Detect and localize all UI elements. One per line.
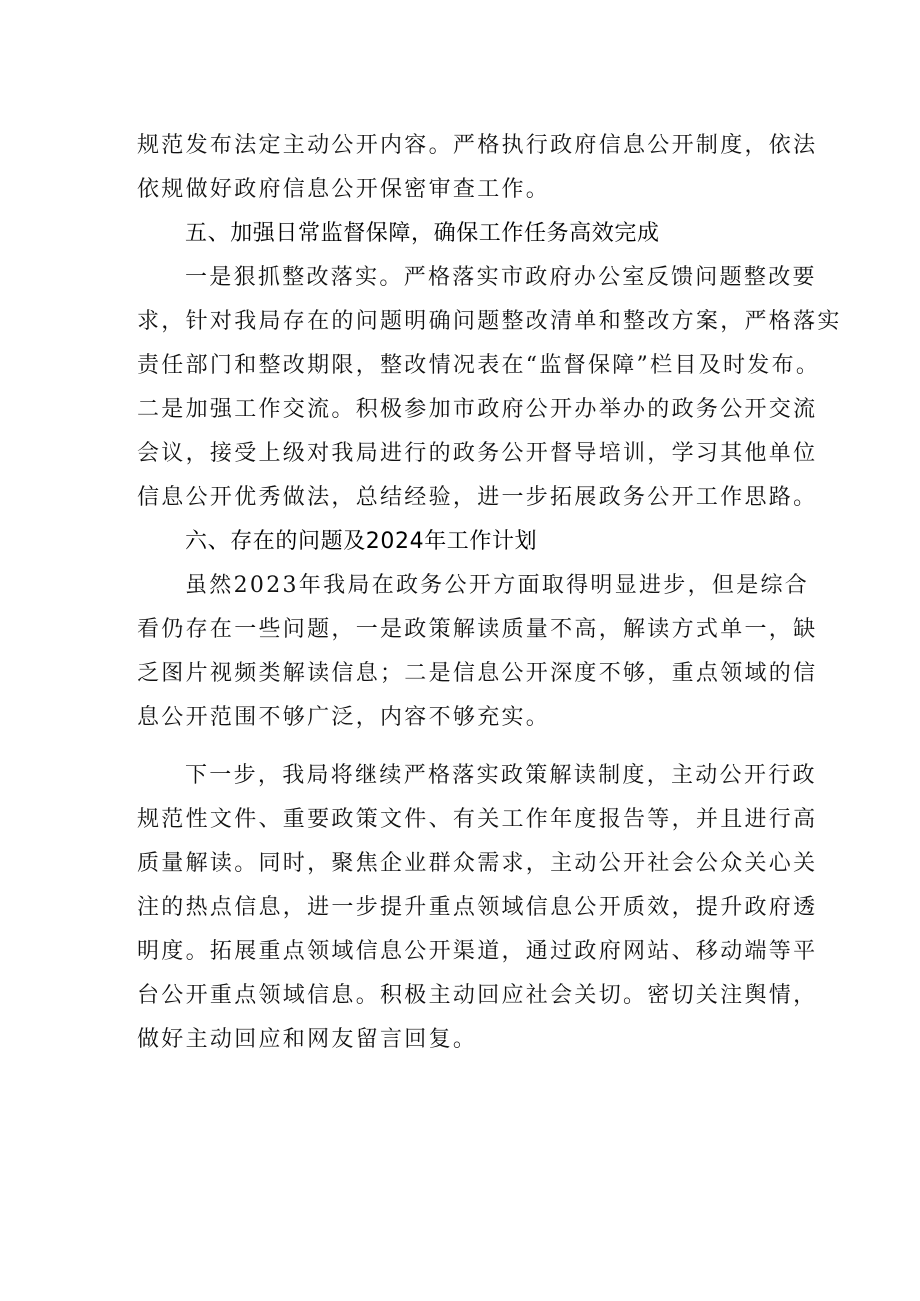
document-body <box>137 124 842 1062</box>
paragraph-line: 规范发布法定主动公开内容。严格执行政府信息公开制度，依法 <box>137 133 818 158</box>
paragraph-line: 二是加强工作交流。积极参加市政府公开办举办的政务公开交流 <box>137 397 818 422</box>
paragraph-line: 乏图片视频类解读信息；二是信息公开深度不够，重点领域的信 <box>137 661 818 686</box>
paragraph-line: 一是狠抓整改落实。严格落实市政府办公室反馈问题整改要 <box>185 265 817 290</box>
paragraph-line: 依规做好政府信息公开保密审查工作。 <box>137 177 551 202</box>
paragraph-line: 质量解读。同时，聚焦企业群众需求，主动公开社会公众关心关 <box>137 851 818 876</box>
paragraph-gap <box>137 740 789 754</box>
paragraph-line: 求，针对我局存在的问题明确问题整改清单和整改方案，严格落实 <box>137 309 842 334</box>
paragraph-line: 会议，接受上级对我局进行的政务公开督导培训，学习其他单位 <box>137 441 818 466</box>
section-heading: 六、存在的问题及2024年工作计划 <box>185 529 538 554</box>
paragraph-line: 信息公开优秀做法，总结经验，进一步拓展政务公开工作思路。 <box>137 485 818 510</box>
paragraph-line: 责任部门和整改期限，整改情况表在“监督保障”栏目及时发布。 <box>137 353 821 378</box>
paragraph-line: 虽然2023年我局在政务公开方面取得明显进步，但是综合 <box>185 573 810 598</box>
paragraph-line: 台公开重点领域信息。积极主动回应社会关切。密切关注舆情， <box>137 983 818 1008</box>
paragraph-line: 看仍存在一些问题，一是政策解读质量不高，解读方式单一，缺 <box>137 617 818 642</box>
paragraph-line: 规范性文件、重要政策文件、有关工作年度报告等，并且进行高 <box>137 807 818 832</box>
paragraph-line: 明度。拓展重点领域信息公开渠道，通过政府网站、移动端等平 <box>137 939 818 964</box>
paragraph-line: 做好主动回应和网友留言回复。 <box>137 1027 478 1052</box>
paragraph-line: 注的热点信息，进一步提升重点领域信息公开质效，提升政府透 <box>137 895 818 920</box>
paragraph-line: 下一步，我局将继续严格落实政策解读制度，主动公开行政 <box>185 763 817 788</box>
paragraph-line: 息公开范围不够广泛，内容不够充实。 <box>137 705 551 730</box>
section-heading: 五、加强日常监督保障，确保工作任务高效完成 <box>185 221 660 246</box>
